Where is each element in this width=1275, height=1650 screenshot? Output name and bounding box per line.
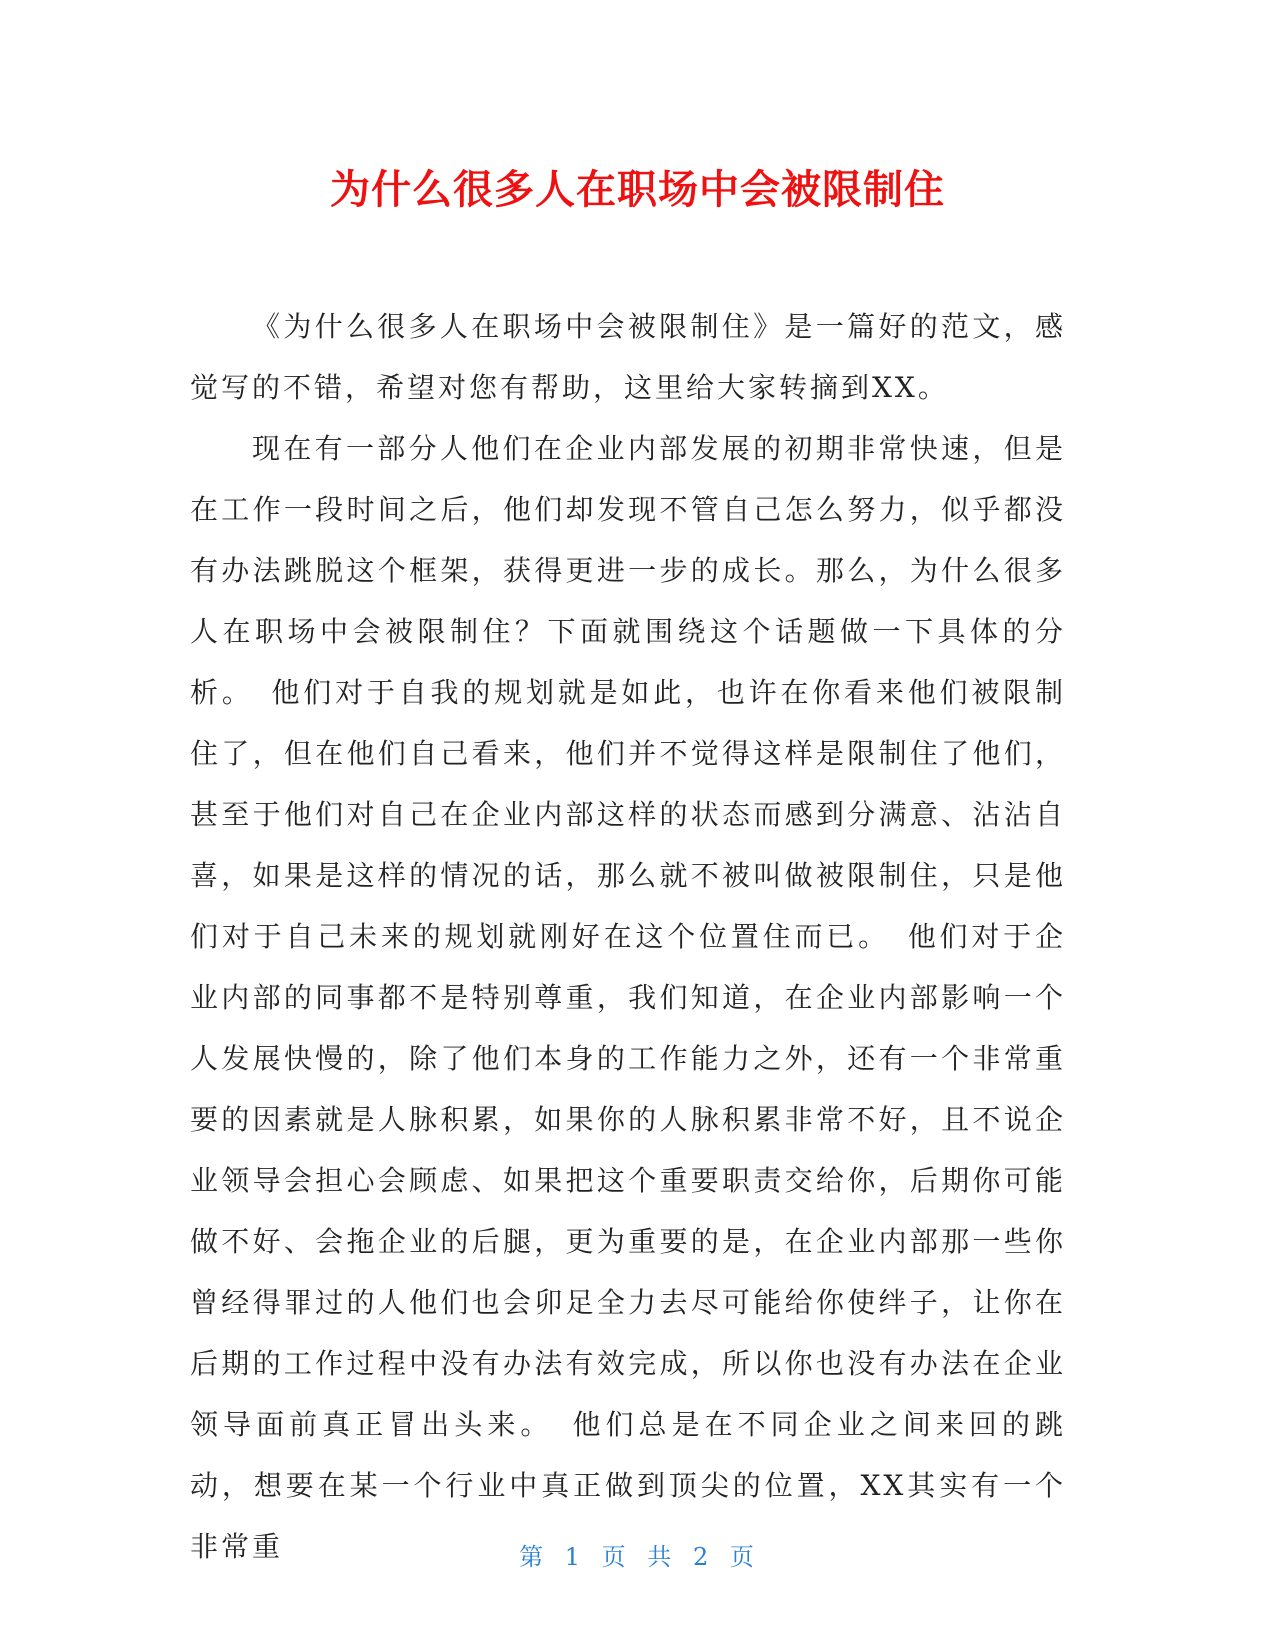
page-number-text: 第 1 页 共 2 页 xyxy=(519,1543,756,1571)
page-footer xyxy=(0,1540,1275,1574)
body-paragraph: 现在有一部分人他们在企业内部发展的初期非常快速，但是在工作一段时间之后，他们却发现不管自己怎么努力，似乎都没有办法跳脱这个框架，获得更进一步的成长。那么，为什么很多人在职场中会被限制住？下面就围绕这个话题做一下具体的分析。 他们对于自我的规划就是如此，也许在你看来他们被限制住了，但在他们自己看来，他们并不觉得这样是限制住了他们，甚至于他们对自己在企业内部这样的状态而感到分满意、沾沾自喜，如果是这样的情况的话，那么就不被叫做被限制住，只是他们对于自己未来的规划就刚好在这个位置住而已。 他们对于企业内部的同事都不是特别尊重，我们知道，在企业内部影响一个人发展快慢的，除了他们本身的工作能力之外，还有一个非常重要的因素就是人脉积累，如果你的人脉积累非常不好，且不说企业领导会担心会顾虑、如果把这个重要职责交给你，后期你可能做不好、会拖企业的后腿，更为重要的是，在企业内部那一些你曾经得罪过的人他们也会卯足全力去尽可能给你使绊子，让你在后期的工作过程中没有办法有效完成，所以你也没有办法在企业领导面前真正冒出头来。 他们总是在不同企业之间来回的跳动，想要在某一个行业中真正做到顶尖的位置，XX其实有一个非常重 xyxy=(190,432,1066,1563)
document-body xyxy=(190,296,1066,1577)
document-title: 为什么很多人在职场中会被限制住 xyxy=(330,167,945,213)
intro-paragraph: 《为什么很多人在职场中会被限制住》是一篇好的范文，感觉写的不错，希望对您有帮助，这里给大家转摘到XX。 xyxy=(190,310,1066,404)
